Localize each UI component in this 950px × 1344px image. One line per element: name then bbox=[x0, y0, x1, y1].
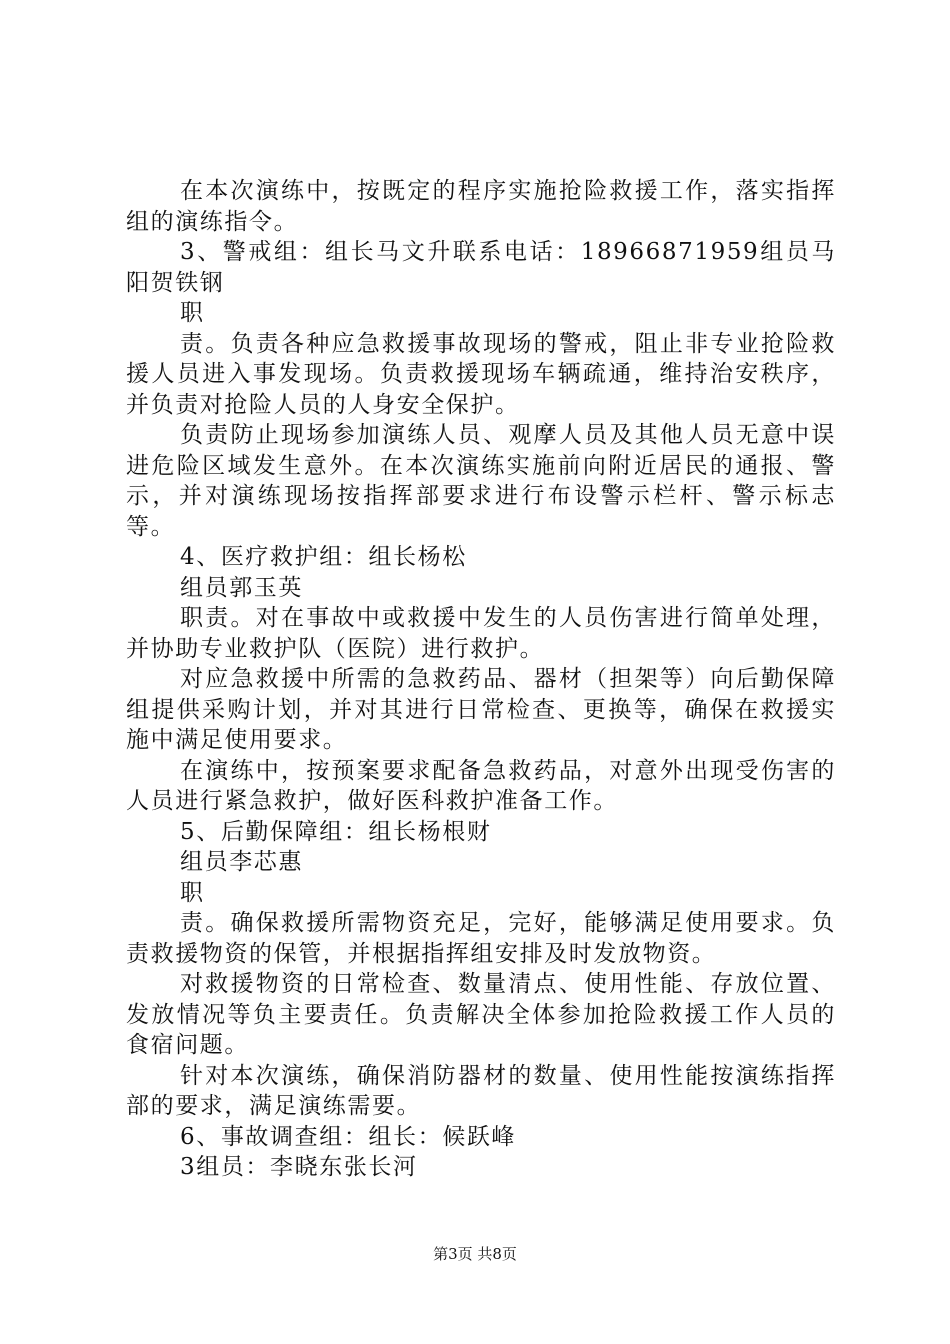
paragraph: 职 bbox=[180, 300, 205, 326]
paragraph: 对救援物资的日常检查、数量清点、使用性能、存放位置、发放情况等负主要责任。负责解决全体参加抢险救援工作人员的食宿问题。 bbox=[126, 971, 836, 1058]
page-number: 第3页 共8页 bbox=[433, 1245, 517, 1263]
page-footer bbox=[0, 1243, 950, 1264]
paragraph: 3组员：李晓东张长河 bbox=[180, 1154, 418, 1180]
paragraph: 组员李芯惠 bbox=[180, 849, 303, 875]
paragraph: 责。负责各种应急救援事故现场的警戒，阻止非专业抢险救援人员进入事发现场。负责救援现场车辆疏通，维持治安秩序，并负责对抢险人员的人身安全保护。 bbox=[126, 330, 836, 418]
paragraph: 4、医疗救护组：组长杨松 bbox=[180, 544, 467, 570]
paragraph: 在演练中，按预案要求配备急救药品，对意外出现受伤害的人员进行紧急救护，做好医科救护准备工作。 bbox=[126, 757, 836, 814]
paragraph: 在本次演练中，按既定的程序实施抢险救援工作，落实指挥组的演练指令。 bbox=[126, 178, 836, 235]
paragraph: 负责防止现场参加演练人员、观摩人员及其他人员无意中误进危险区域发生意外。在本次演练实施前向附近居民的通报、警示，并对演练现场按指挥部要求进行布设警示栏杆、警示标志等。 bbox=[126, 422, 836, 540]
paragraph: 对应急救援中所需的急救药品、器材（担架等）向后勤保障组提供采购计划，并对其进行日常检查、更换等，确保在救援实施中满足使用要求。 bbox=[126, 666, 836, 753]
paragraph: 3、警戒组：组长马文升联系电话：18966871959组员马阳贺铁钢 bbox=[126, 239, 836, 296]
paragraph: 针对本次演练，确保消防器材的数量、使用性能按演练指挥部的要求，满足演练需要。 bbox=[126, 1062, 836, 1119]
paragraph: 5、后勤保障组：组长杨根财 bbox=[180, 818, 492, 845]
paragraph: 职责。对在事故中或救援中发生的人员伤害进行简单处理，并协助专业救护队（医院）进行救护。 bbox=[126, 605, 836, 662]
paragraph: 组员郭玉英 bbox=[180, 574, 303, 601]
paragraph: 6、事故调查组：组长：候跃峰 bbox=[180, 1123, 517, 1150]
paragraph: 责。确保救援所需物资充足，完好，能够满足使用要求。负责救援物资的保管，并根据指挥组安排及时发放物资。 bbox=[126, 910, 836, 967]
paragraph: 职 bbox=[180, 879, 205, 906]
document-body bbox=[126, 176, 836, 1183]
